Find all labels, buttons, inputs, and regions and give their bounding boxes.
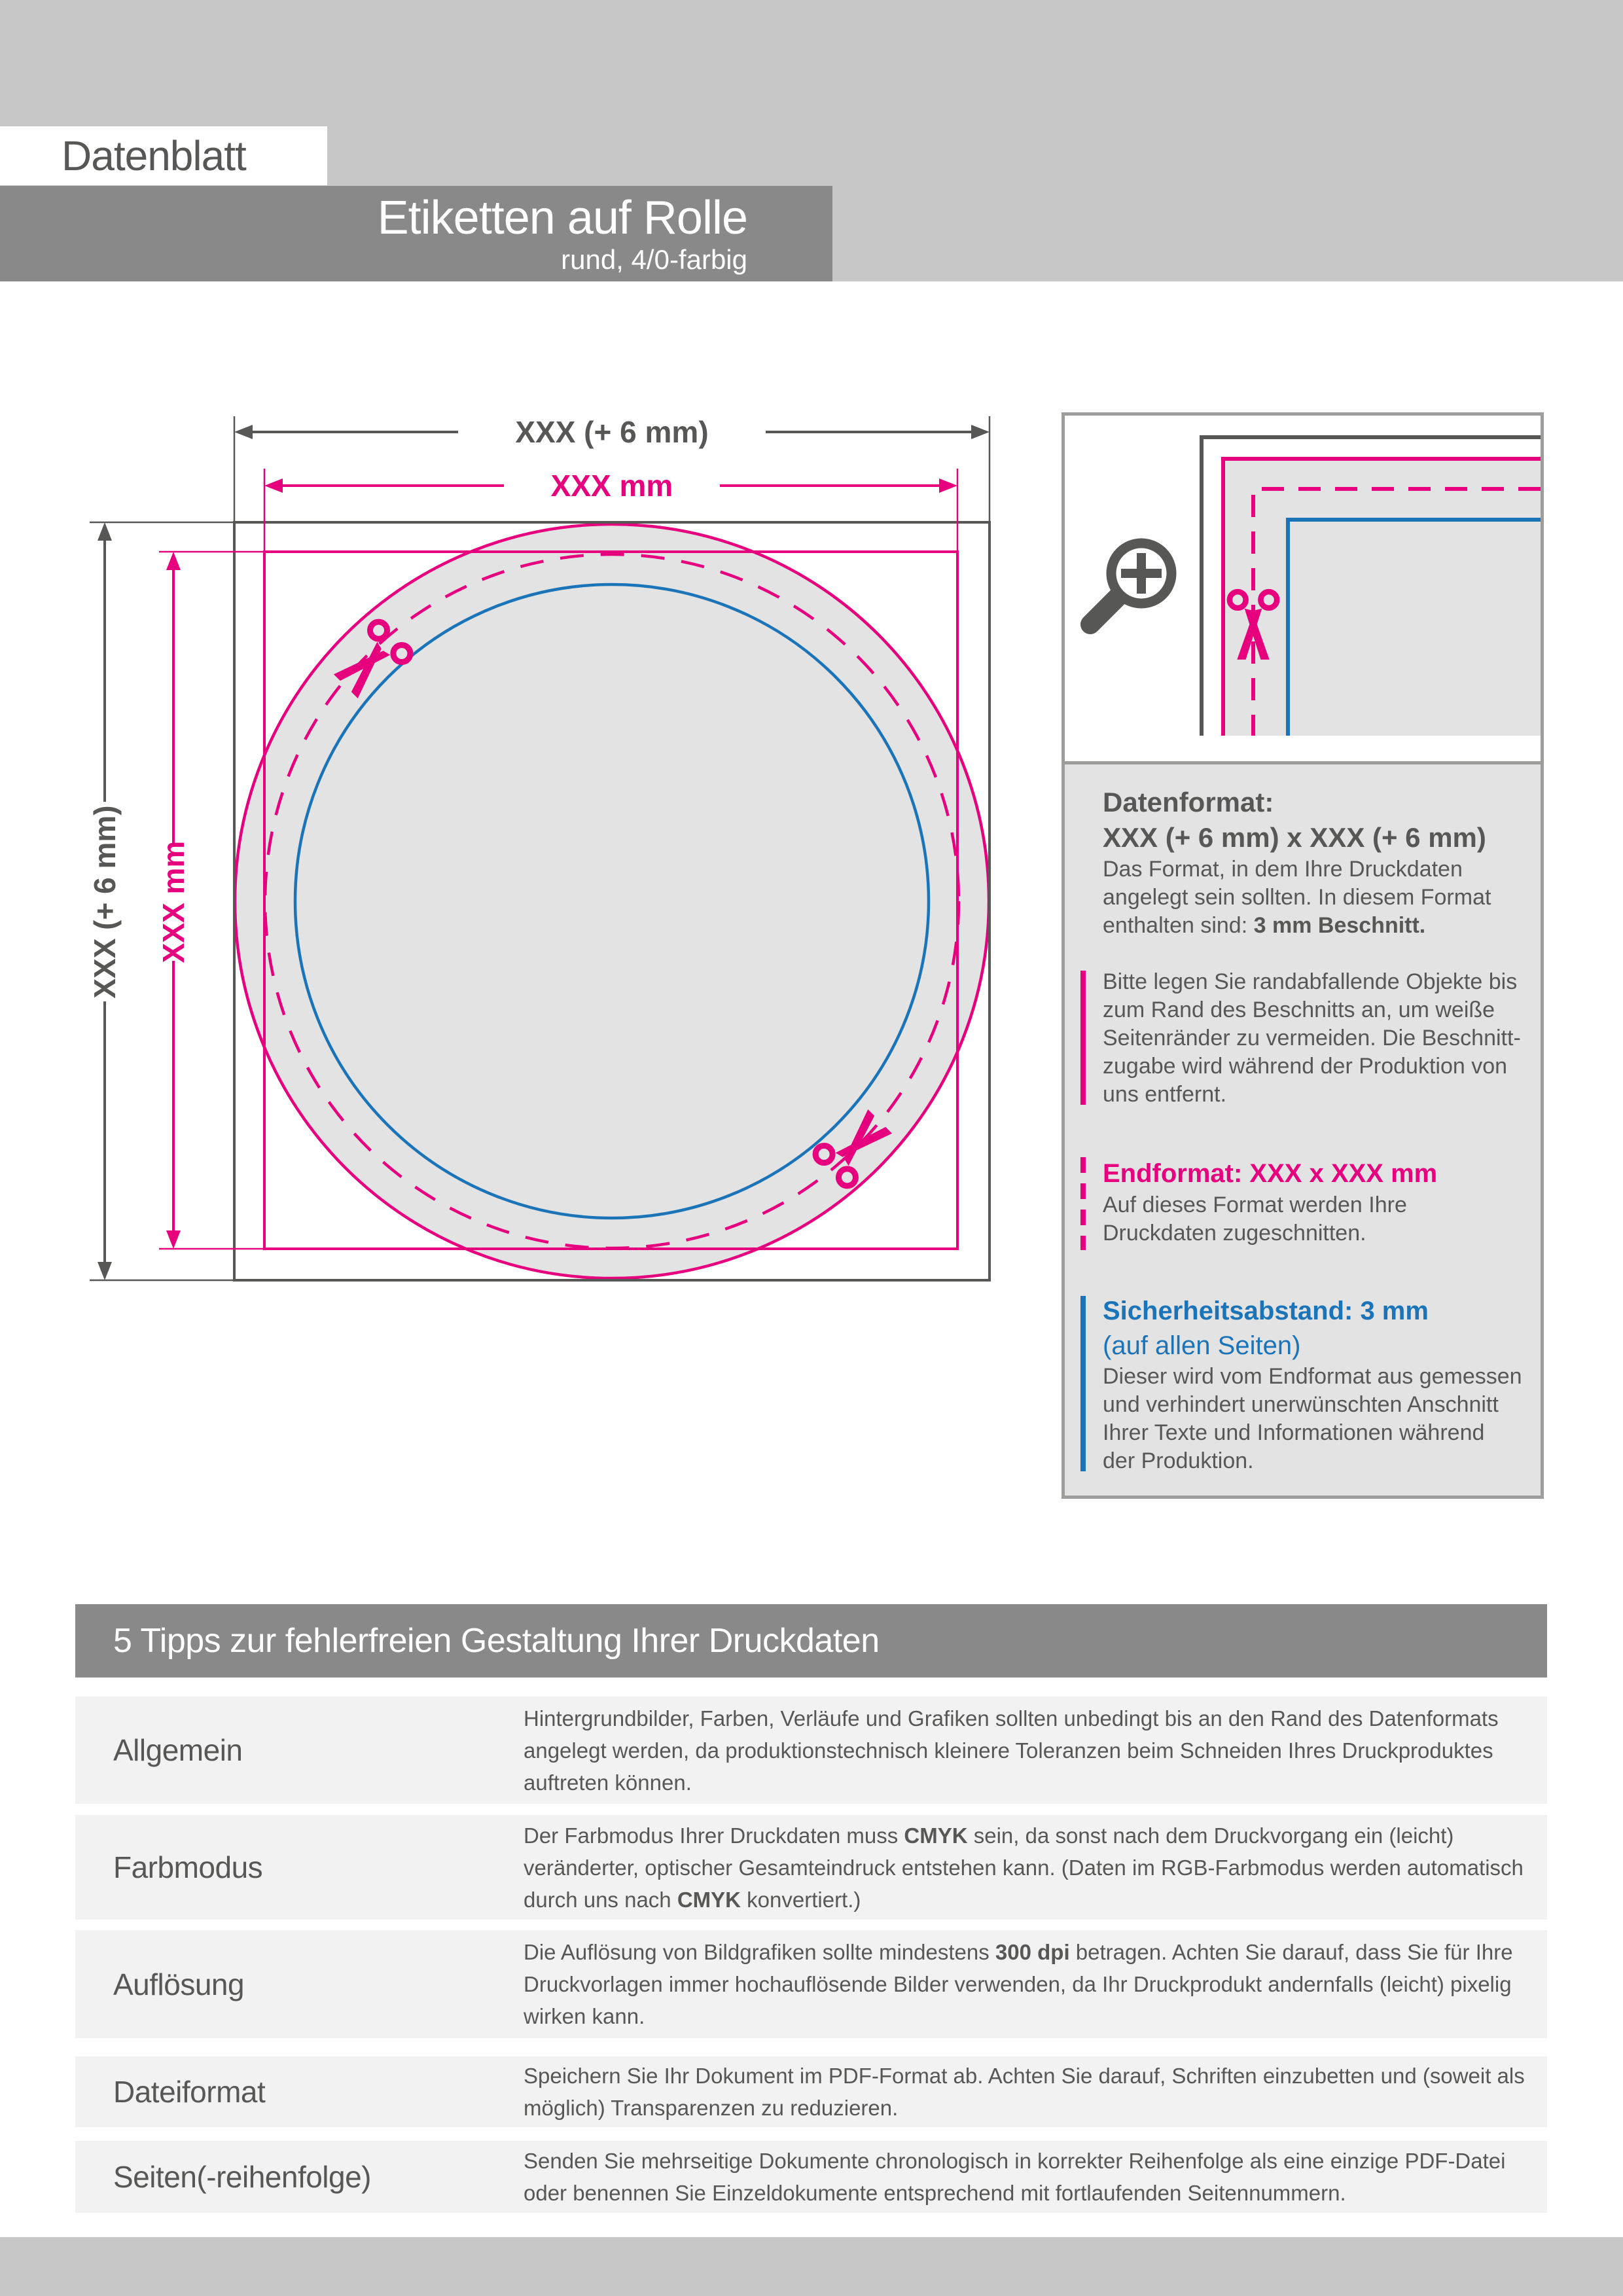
sheet-label-box — [0, 126, 327, 185]
magenta-extension-lines — [159, 469, 957, 1249]
tip-text: Die Auflösung von Bildgrafiken sollte mindestens 300 dpi betragen. Achten Sie darauf, dass Sie für Ihre Druckvorlagen immer hochauflösende Bilder verwenden, da Ihr Druckprodukt andernfalls (leicht) pixelig wirken kann. — [524, 1940, 1513, 2028]
dim-left-outer-label: XXX (+ 6 mm) — [88, 805, 122, 999]
bleed-bar — [1080, 971, 1086, 1105]
dim-top-outer — [234, 415, 990, 449]
sheet-label: Datenblatt — [62, 132, 246, 179]
dim-left-outer — [88, 522, 122, 1280]
safety-subtitle: (auf allen Seiten) — [1103, 1331, 1301, 1360]
endformat-section — [1103, 1156, 1522, 1247]
tip-row-dateiformat — [75, 2056, 1547, 2127]
tip-label: Auflösung — [113, 1967, 245, 2001]
tip-text: Senden Sie mehrseitige Dokumente chronologisch in korrekter Reihenfolge als eine einzige PDF-Datei oder benennen Sie Einzeldokumente entsprechend mit fortlaufenden Seitennummern. — [524, 2149, 1506, 2205]
tip-text: Speichern Sie Ihr Dokument im PDF-Format ab. Achten Sie darauf, Schriften einzubetten und (soweit als möglich) Transparenzen zu reduzieren. — [524, 2064, 1525, 2120]
endformat-bar — [1080, 1157, 1086, 1250]
info-box — [1061, 412, 1544, 1499]
tip-text: Hintergrundbilder, Farben, Verläufe und Grafiken sollten unbedingt bis an den Rand des Datenformats angelegt werden, da produktionstechnisch kleinere Toleranzen beim Schneiden Ihres Druckproduktes auftreten können. — [524, 1706, 1499, 1795]
tip-text: Der Farbmodus Ihrer Druckdaten muss CMYK sein, da sonst nach dem Druckvorgang ein (leicht) veränderter, optischer Gesamteindruck entstehen kann. (Daten im RGB-Farbmodus werden automatisch durch uns nach CMYK konvertiert.) — [524, 1823, 1524, 1912]
safety-section — [1103, 1293, 1522, 1475]
safety-circle — [295, 584, 929, 1218]
scissors-icon — [812, 1103, 898, 1189]
tip-label: Seiten(-reihenfolge) — [113, 2160, 372, 2194]
title-band — [0, 186, 832, 281]
bleed-circle — [235, 524, 989, 1278]
gray-extension-lines — [90, 416, 990, 1280]
datenformat-title: Datenformat: — [1103, 787, 1274, 817]
datenformat-section — [1103, 785, 1522, 940]
bleed-note: Bitte legen Sie randabfallende Objekte bis zum Rand des Beschnitts an, um weiße Seitenränder zu vermeiden. Die Beschnittzugabe wird während der Produktion von uns entfernt. — [1103, 969, 1521, 1107]
tips-heading: 5 Tipps zur fehlerfreien Gestaltung Ihrer Druckdaten — [113, 1622, 880, 1660]
endformat-body: Auf dieses Format werden Ihre Druckdaten zugeschnitten. — [1103, 1193, 1407, 1246]
dim-top-outer-label: XXX (+ 6 mm) — [515, 415, 709, 449]
info-panel — [1065, 764, 1541, 1496]
dim-left-inner — [156, 552, 190, 1249]
tip-row-seitenreihenfolge — [75, 2141, 1547, 2213]
safety-body: Dieser wird vom Endformat aus gemessen und verhindert unerwünschten Anschnitt Ihrer Texte und Informationen während der Produktion. — [1103, 1364, 1522, 1473]
tip-label: Farbmodus — [113, 1850, 263, 1884]
datenformat-square — [234, 522, 990, 1280]
dim-top-inner-label: XXX mm — [550, 469, 673, 503]
tip-row-farbmodus — [75, 1815, 1547, 1920]
endformat-square — [264, 552, 957, 1249]
safety-bar — [1080, 1296, 1086, 1471]
label-disk — [235, 524, 989, 1278]
datenformat-body: Das Format, in dem Ihre Druckdaten angelegt sein sollten. In diesem Format enthalten sind: 3 mm Beschnitt. — [1103, 857, 1491, 938]
corner-preview-area — [1065, 416, 1541, 761]
datenformat-value: XXX (+ 6 mm) x XXX (+ 6 mm) — [1103, 822, 1486, 853]
footer-band — [0, 2237, 1623, 2296]
tip-row-allgemein — [75, 1696, 1547, 1804]
tips-heading-band — [75, 1604, 1547, 1677]
product-title: Etiketten auf Rolle — [377, 192, 747, 244]
tip-row-aufloesung — [75, 1930, 1547, 2038]
dim-top-inner — [264, 469, 957, 503]
product-subtitle: rund, 4/0-farbig — [561, 244, 747, 275]
cut-circle-dashed — [265, 554, 959, 1248]
bleed-section — [1103, 968, 1522, 1109]
dim-left-inner-label: XXX mm — [156, 840, 190, 963]
tip-label: Dateiformat — [113, 2075, 266, 2109]
tip-label: Allgemein — [113, 1733, 243, 1767]
safety-title: Sicherheitsabstand: 3 mm — [1103, 1297, 1429, 1325]
endformat-title: Endformat: XXX x XXX mm — [1103, 1159, 1438, 1188]
scissors-icon — [328, 619, 414, 704]
